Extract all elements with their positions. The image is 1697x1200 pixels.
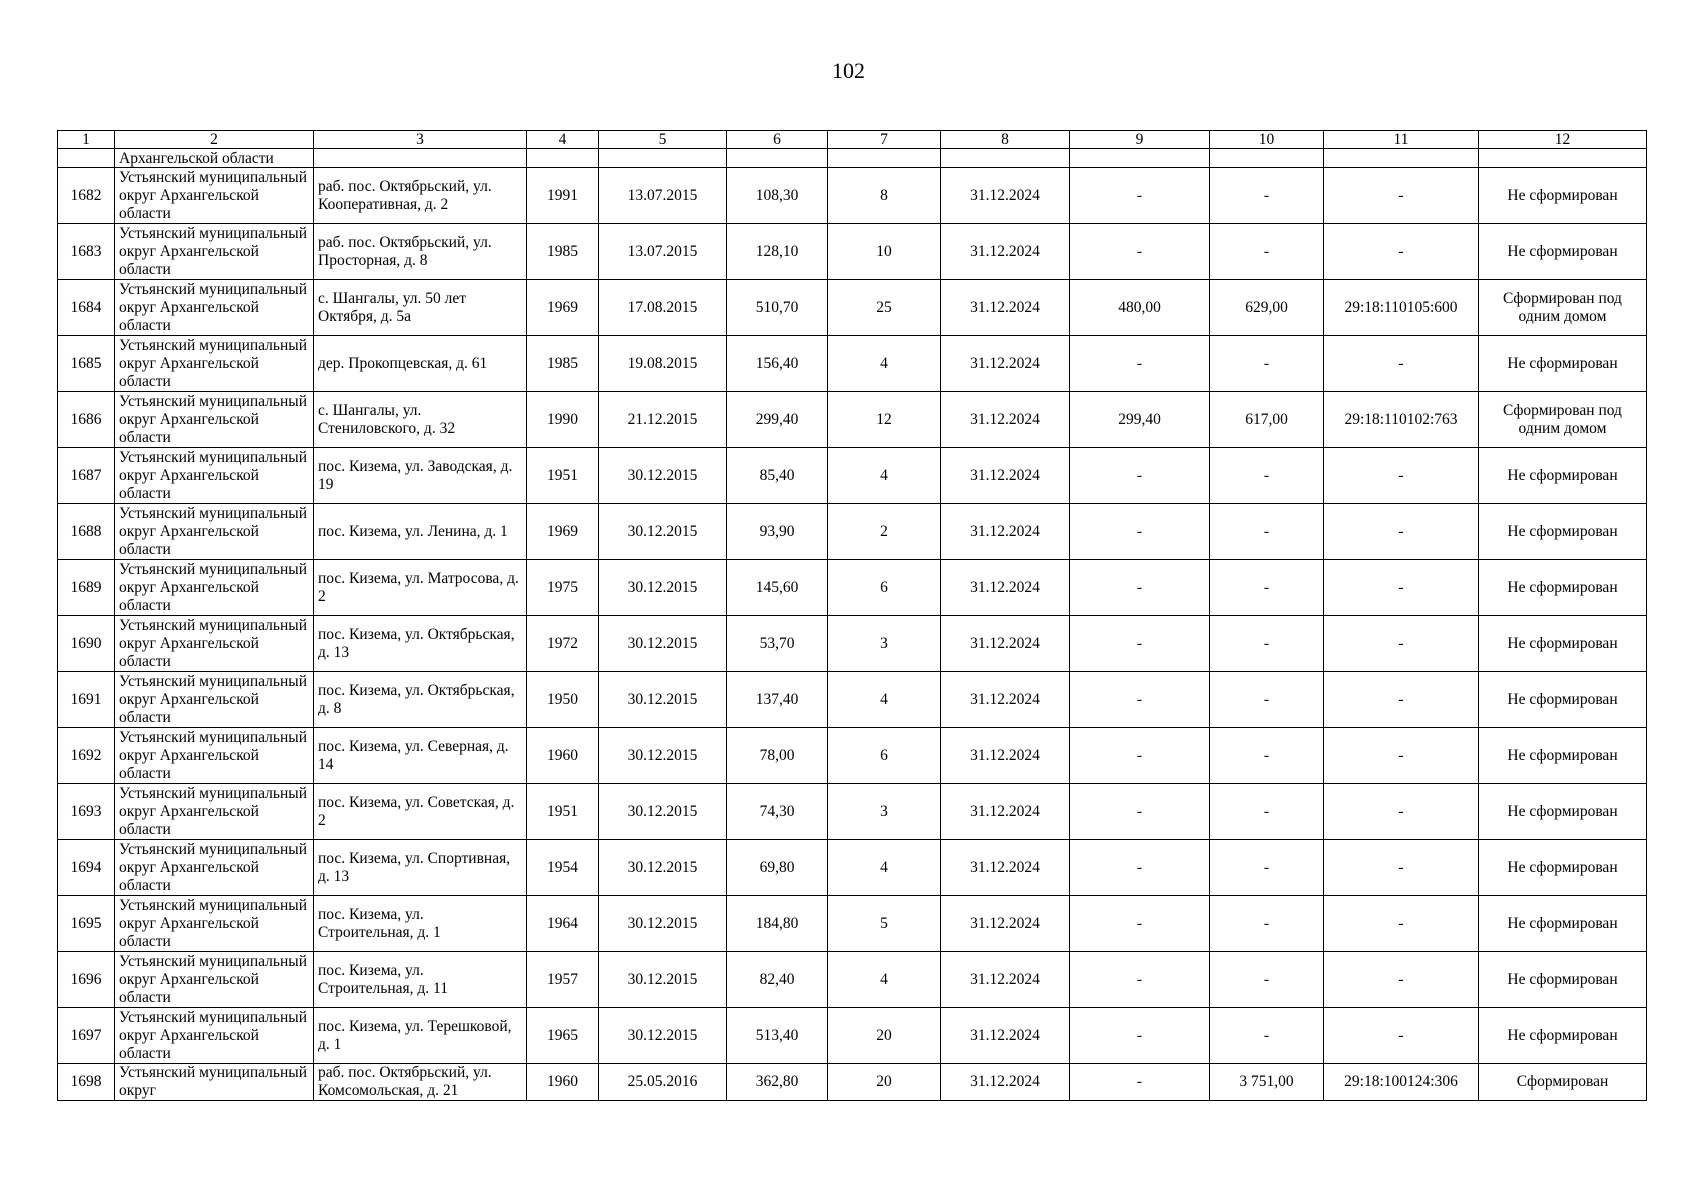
residents-cell: 4 — [828, 952, 941, 1008]
recognition-date-cell: 30.12.2015 — [599, 952, 727, 1008]
address-cell: пос. Кизема, ул. Спортивная, д. 13 — [314, 840, 527, 896]
address-cell: пос. Кизема, ул. Строительная, д. 1 — [314, 896, 527, 952]
residents-cell: 3 — [828, 616, 941, 672]
col9-cell: - — [1070, 448, 1210, 504]
municipality-cell: Устьянский муниципальный округ Архангельской области — [115, 224, 314, 280]
continuation-row — [58, 149, 1647, 168]
resettlement-deadline-cell: 31.12.2024 — [941, 1008, 1070, 1064]
row-number-cell: 1697 — [58, 1008, 115, 1064]
land-area-cell: - — [1210, 952, 1324, 1008]
year-built-cell: 1972 — [527, 616, 599, 672]
column-header: 9 — [1070, 131, 1210, 149]
land-area-cell: - — [1210, 224, 1324, 280]
year-built-cell: 1957 — [527, 952, 599, 1008]
residents-cell: 8 — [828, 168, 941, 224]
address-cell: дер. Прокопцевская, д. 61 — [314, 336, 527, 392]
row-number-cell: 1682 — [58, 168, 115, 224]
recognition-date-cell: 30.12.2015 — [599, 672, 727, 728]
residents-cell: 25 — [828, 280, 941, 336]
table-row — [58, 672, 1647, 728]
recognition-date-cell: 30.12.2015 — [599, 448, 727, 504]
recognition-date-cell: 30.12.2015 — [599, 840, 727, 896]
address-cell: раб. пос. Октябрьский, ул. Комсомольская, д. 21 — [314, 1064, 527, 1101]
table-cell — [1210, 149, 1324, 168]
resettlement-deadline-cell: 31.12.2024 — [941, 840, 1070, 896]
address-cell: пос. Кизема, ул. Октябрьская, д. 13 — [314, 616, 527, 672]
cadastral-number-cell: - — [1324, 896, 1479, 952]
year-built-cell: 1990 — [527, 392, 599, 448]
municipality-cell: Устьянский муниципальный округ Архангельской области — [115, 840, 314, 896]
cadastral-number-cell: - — [1324, 336, 1479, 392]
area-cell: 299,40 — [727, 392, 828, 448]
table-cell — [828, 149, 941, 168]
resettlement-deadline-cell: 31.12.2024 — [941, 504, 1070, 560]
cadastral-number-cell: - — [1324, 728, 1479, 784]
col9-cell: - — [1070, 168, 1210, 224]
land-area-cell: - — [1210, 784, 1324, 840]
land-area-cell: - — [1210, 728, 1324, 784]
land-area-cell: - — [1210, 896, 1324, 952]
resettlement-deadline-cell: 31.12.2024 — [941, 952, 1070, 1008]
year-built-cell: 1985 — [527, 224, 599, 280]
col9-cell: 299,40 — [1070, 392, 1210, 448]
municipality-cell: Устьянский муниципальный округ Архангельской области — [115, 616, 314, 672]
cadastral-number-cell: - — [1324, 168, 1479, 224]
col9-cell: - — [1070, 840, 1210, 896]
table-row — [58, 616, 1647, 672]
address-cell: пос. Кизема, ул. Ленина, д. 1 — [314, 504, 527, 560]
area-cell: 145,60 — [727, 560, 828, 616]
residents-cell: 6 — [828, 728, 941, 784]
residents-cell: 4 — [828, 448, 941, 504]
resettlement-deadline-cell: 31.12.2024 — [941, 728, 1070, 784]
area-cell: 513,40 — [727, 1008, 828, 1064]
table-row — [58, 1008, 1647, 1064]
table-row — [58, 504, 1647, 560]
cadastral-number-cell: 29:18:110102:763 — [1324, 392, 1479, 448]
area-cell: 53,70 — [727, 616, 828, 672]
land-area-cell: - — [1210, 336, 1324, 392]
year-built-cell: 1985 — [527, 336, 599, 392]
cadastral-number-cell: - — [1324, 560, 1479, 616]
land-status-cell: Не сформирован — [1479, 224, 1647, 280]
cadastral-number-cell: - — [1324, 840, 1479, 896]
recognition-date-cell: 30.12.2015 — [599, 784, 727, 840]
column-header: 2 — [115, 131, 314, 149]
row-number-cell: 1684 — [58, 280, 115, 336]
col9-cell: - — [1070, 336, 1210, 392]
table-row — [58, 952, 1647, 1008]
table-cell: Архангельской области — [115, 149, 314, 168]
row-number-cell: 1686 — [58, 392, 115, 448]
resettlement-deadline-cell: 31.12.2024 — [941, 168, 1070, 224]
land-status-cell: Не сформирован — [1479, 616, 1647, 672]
resettlement-deadline-cell: 31.12.2024 — [941, 560, 1070, 616]
residents-cell: 3 — [828, 784, 941, 840]
land-status-cell: Сформирован под одним домом — [1479, 280, 1647, 336]
address-cell: пос. Кизема, ул. Терешковой, д. 1 — [314, 1008, 527, 1064]
land-status-cell: Не сформирован — [1479, 448, 1647, 504]
table-cell — [941, 149, 1070, 168]
address-cell: пос. Кизема, ул. Октябрьская, д. 8 — [314, 672, 527, 728]
row-number-cell: 1689 — [58, 560, 115, 616]
area-cell: 78,00 — [727, 728, 828, 784]
land-status-cell: Не сформирован — [1479, 336, 1647, 392]
column-header: 3 — [314, 131, 527, 149]
row-number-cell: 1692 — [58, 728, 115, 784]
residents-cell: 6 — [828, 560, 941, 616]
resettlement-deadline-cell: 31.12.2024 — [941, 392, 1070, 448]
area-cell: 137,40 — [727, 672, 828, 728]
cadastral-number-cell: - — [1324, 1008, 1479, 1064]
table-row — [58, 336, 1647, 392]
land-status-cell: Не сформирован — [1479, 840, 1647, 896]
row-number-cell: 1690 — [58, 616, 115, 672]
cadastral-number-cell: - — [1324, 448, 1479, 504]
land-status-cell: Не сформирован — [1479, 504, 1647, 560]
table-row — [58, 280, 1647, 336]
residents-cell: 4 — [828, 840, 941, 896]
housing-registry-table — [57, 130, 1647, 1101]
municipality-cell: Устьянский муниципальный округ Архангельской области — [115, 392, 314, 448]
col9-cell: - — [1070, 728, 1210, 784]
land-status-cell: Не сформирован — [1479, 672, 1647, 728]
resettlement-deadline-cell: 31.12.2024 — [941, 448, 1070, 504]
address-cell: раб. пос. Октябрьский, ул. Кооперативная, д. 2 — [314, 168, 527, 224]
municipality-cell: Устьянский муниципальный округ Архангельской области — [115, 728, 314, 784]
municipality-cell: Устьянский муниципальный округ Архангельской области — [115, 560, 314, 616]
cadastral-number-cell: 29:18:110105:600 — [1324, 280, 1479, 336]
column-header: 11 — [1324, 131, 1479, 149]
column-header: 8 — [941, 131, 1070, 149]
address-cell: пос. Кизема, ул. Строительная, д. 11 — [314, 952, 527, 1008]
page-number: 102 — [832, 58, 865, 83]
col9-cell: - — [1070, 560, 1210, 616]
cadastral-number-cell: - — [1324, 672, 1479, 728]
residents-cell: 12 — [828, 392, 941, 448]
table-row — [58, 224, 1647, 280]
table-cell — [727, 149, 828, 168]
column-header: 6 — [727, 131, 828, 149]
land-area-cell: 617,00 — [1210, 392, 1324, 448]
land-area-cell: - — [1210, 560, 1324, 616]
cadastral-number-cell: 29:18:100124:306 — [1324, 1064, 1479, 1101]
residents-cell: 10 — [828, 224, 941, 280]
col9-cell: - — [1070, 224, 1210, 280]
land-status-cell: Не сформирован — [1479, 896, 1647, 952]
address-cell: пос. Кизема, ул. Северная, д. 14 — [314, 728, 527, 784]
table-cell — [314, 149, 527, 168]
land-area-cell: - — [1210, 168, 1324, 224]
year-built-cell: 1960 — [527, 1064, 599, 1101]
year-built-cell: 1991 — [527, 168, 599, 224]
land-status-cell: Не сформирован — [1479, 1008, 1647, 1064]
row-number-cell: 1695 — [58, 896, 115, 952]
col9-cell: - — [1070, 896, 1210, 952]
year-built-cell: 1950 — [527, 672, 599, 728]
municipality-cell: Устьянский муниципальный округ Архангельской области — [115, 336, 314, 392]
recognition-date-cell: 30.12.2015 — [599, 896, 727, 952]
residents-cell: 4 — [828, 672, 941, 728]
table-row — [58, 392, 1647, 448]
recognition-date-cell: 13.07.2015 — [599, 168, 727, 224]
year-built-cell: 1954 — [527, 840, 599, 896]
recognition-date-cell: 19.08.2015 — [599, 336, 727, 392]
municipality-cell: Устьянский муниципальный округ Архангельской области — [115, 952, 314, 1008]
year-built-cell: 1951 — [527, 784, 599, 840]
table-row — [58, 784, 1647, 840]
row-number-cell: 1693 — [58, 784, 115, 840]
land-area-cell: - — [1210, 616, 1324, 672]
year-built-cell: 1951 — [527, 448, 599, 504]
recognition-date-cell: 30.12.2015 — [599, 560, 727, 616]
resettlement-deadline-cell: 31.12.2024 — [941, 784, 1070, 840]
municipality-cell: Устьянский муниципальный округ Архангельской области — [115, 280, 314, 336]
recognition-date-cell: 30.12.2015 — [599, 504, 727, 560]
row-number-cell: 1685 — [58, 336, 115, 392]
year-built-cell: 1965 — [527, 1008, 599, 1064]
land-area-cell: - — [1210, 504, 1324, 560]
recognition-date-cell: 13.07.2015 — [599, 224, 727, 280]
row-number-cell: 1683 — [58, 224, 115, 280]
column-header: 10 — [1210, 131, 1324, 149]
row-number-cell: 1694 — [58, 840, 115, 896]
recognition-date-cell: 17.08.2015 — [599, 280, 727, 336]
land-area-cell: 629,00 — [1210, 280, 1324, 336]
area-cell: 108,30 — [727, 168, 828, 224]
cadastral-number-cell: - — [1324, 952, 1479, 1008]
year-built-cell: 1975 — [527, 560, 599, 616]
address-cell: пос. Кизема, ул. Заводская, д. 19 — [314, 448, 527, 504]
municipality-cell: Устьянский муниципальный округ Архангельской области — [115, 672, 314, 728]
residents-cell: 20 — [828, 1064, 941, 1101]
resettlement-deadline-cell: 31.12.2024 — [941, 616, 1070, 672]
land-status-cell: Сформирован под одним домом — [1479, 392, 1647, 448]
table-cell — [58, 149, 115, 168]
col9-cell: 480,00 — [1070, 280, 1210, 336]
land-area-cell: - — [1210, 672, 1324, 728]
recognition-date-cell: 21.12.2015 — [599, 392, 727, 448]
land-status-cell: Не сформирован — [1479, 784, 1647, 840]
municipality-cell: Устьянский муниципальный округ Архангельской области — [115, 896, 314, 952]
col9-cell: - — [1070, 784, 1210, 840]
address-cell: с. Шангалы, ул. Стениловского, д. 32 — [314, 392, 527, 448]
year-built-cell: 1969 — [527, 504, 599, 560]
resettlement-deadline-cell: 31.12.2024 — [941, 672, 1070, 728]
area-cell: 74,30 — [727, 784, 828, 840]
resettlement-deadline-cell: 31.12.2024 — [941, 336, 1070, 392]
recognition-date-cell: 30.12.2015 — [599, 616, 727, 672]
recognition-date-cell: 30.12.2015 — [599, 1008, 727, 1064]
address-cell: раб. пос. Октябрьский, ул. Просторная, д. 8 — [314, 224, 527, 280]
col9-cell: - — [1070, 504, 1210, 560]
column-header: 7 — [828, 131, 941, 149]
land-area-cell: 3 751,00 — [1210, 1064, 1324, 1101]
column-header: 12 — [1479, 131, 1647, 149]
address-cell: пос. Кизема, ул. Советская, д. 2 — [314, 784, 527, 840]
land-area-cell: - — [1210, 448, 1324, 504]
area-cell: 93,90 — [727, 504, 828, 560]
table-header — [58, 131, 1647, 149]
land-status-cell: Не сформирован — [1479, 952, 1647, 1008]
cadastral-number-cell: - — [1324, 224, 1479, 280]
row-number-cell: 1698 — [58, 1064, 115, 1101]
residents-cell: 4 — [828, 336, 941, 392]
area-cell: 184,80 — [727, 896, 828, 952]
land-area-cell: - — [1210, 1008, 1324, 1064]
area-cell: 82,40 — [727, 952, 828, 1008]
land-area-cell: - — [1210, 840, 1324, 896]
residents-cell: 2 — [828, 504, 941, 560]
col9-cell: - — [1070, 1064, 1210, 1101]
address-cell: пос. Кизема, ул. Матросова, д. 2 — [314, 560, 527, 616]
area-cell: 128,10 — [727, 224, 828, 280]
year-built-cell: 1964 — [527, 896, 599, 952]
resettlement-deadline-cell: 31.12.2024 — [941, 280, 1070, 336]
table-cell — [1479, 149, 1647, 168]
area-cell: 510,70 — [727, 280, 828, 336]
address-cell: с. Шангалы, ул. 50 лет Октября, д. 5а — [314, 280, 527, 336]
municipality-cell: Устьянский муниципальный округ Архангельской области — [115, 1008, 314, 1064]
year-built-cell: 1969 — [527, 280, 599, 336]
cadastral-number-cell: - — [1324, 784, 1479, 840]
year-built-cell: 1960 — [527, 728, 599, 784]
resettlement-deadline-cell: 31.12.2024 — [941, 224, 1070, 280]
row-number-cell: 1687 — [58, 448, 115, 504]
cadastral-number-cell: - — [1324, 616, 1479, 672]
column-header: 5 — [599, 131, 727, 149]
table-cell — [527, 149, 599, 168]
cadastral-number-cell: - — [1324, 504, 1479, 560]
col9-cell: - — [1070, 1008, 1210, 1064]
land-status-cell: Не сформирован — [1479, 168, 1647, 224]
area-cell: 85,40 — [727, 448, 828, 504]
resettlement-deadline-cell: 31.12.2024 — [941, 896, 1070, 952]
recognition-date-cell: 25.05.2016 — [599, 1064, 727, 1101]
table-body — [58, 149, 1647, 1101]
row-number-cell: 1691 — [58, 672, 115, 728]
recognition-date-cell: 30.12.2015 — [599, 728, 727, 784]
municipality-cell: Устьянский муниципальный округ Архангельской области — [115, 784, 314, 840]
row-number-cell: 1696 — [58, 952, 115, 1008]
land-status-cell: Не сформирован — [1479, 728, 1647, 784]
land-status-cell: Сформирован — [1479, 1064, 1647, 1101]
table-cell — [599, 149, 727, 168]
municipality-cell: Устьянский муниципальный округ — [115, 1064, 314, 1101]
area-cell: 69,80 — [727, 840, 828, 896]
table-row — [58, 840, 1647, 896]
row-number-cell: 1688 — [58, 504, 115, 560]
col9-cell: - — [1070, 952, 1210, 1008]
table-row — [58, 168, 1647, 224]
residents-cell: 5 — [828, 896, 941, 952]
municipality-cell: Устьянский муниципальный округ Архангельской области — [115, 448, 314, 504]
municipality-cell: Устьянский муниципальный округ Архангельской области — [115, 504, 314, 560]
land-status-cell: Не сформирован — [1479, 560, 1647, 616]
table-cell — [1070, 149, 1210, 168]
column-header: 4 — [527, 131, 599, 149]
column-header: 1 — [58, 131, 115, 149]
resettlement-deadline-cell: 31.12.2024 — [941, 1064, 1070, 1101]
area-cell: 156,40 — [727, 336, 828, 392]
residents-cell: 20 — [828, 1008, 941, 1064]
table-row — [58, 1064, 1647, 1101]
area-cell: 362,80 — [727, 1064, 828, 1101]
table-row — [58, 728, 1647, 784]
municipality-cell: Устьянский муниципальный округ Архангельской области — [115, 168, 314, 224]
table-row — [58, 560, 1647, 616]
col9-cell: - — [1070, 616, 1210, 672]
table-cell — [1324, 149, 1479, 168]
col9-cell: - — [1070, 672, 1210, 728]
table-row — [58, 448, 1647, 504]
table-row — [58, 896, 1647, 952]
header-row — [58, 131, 1647, 149]
